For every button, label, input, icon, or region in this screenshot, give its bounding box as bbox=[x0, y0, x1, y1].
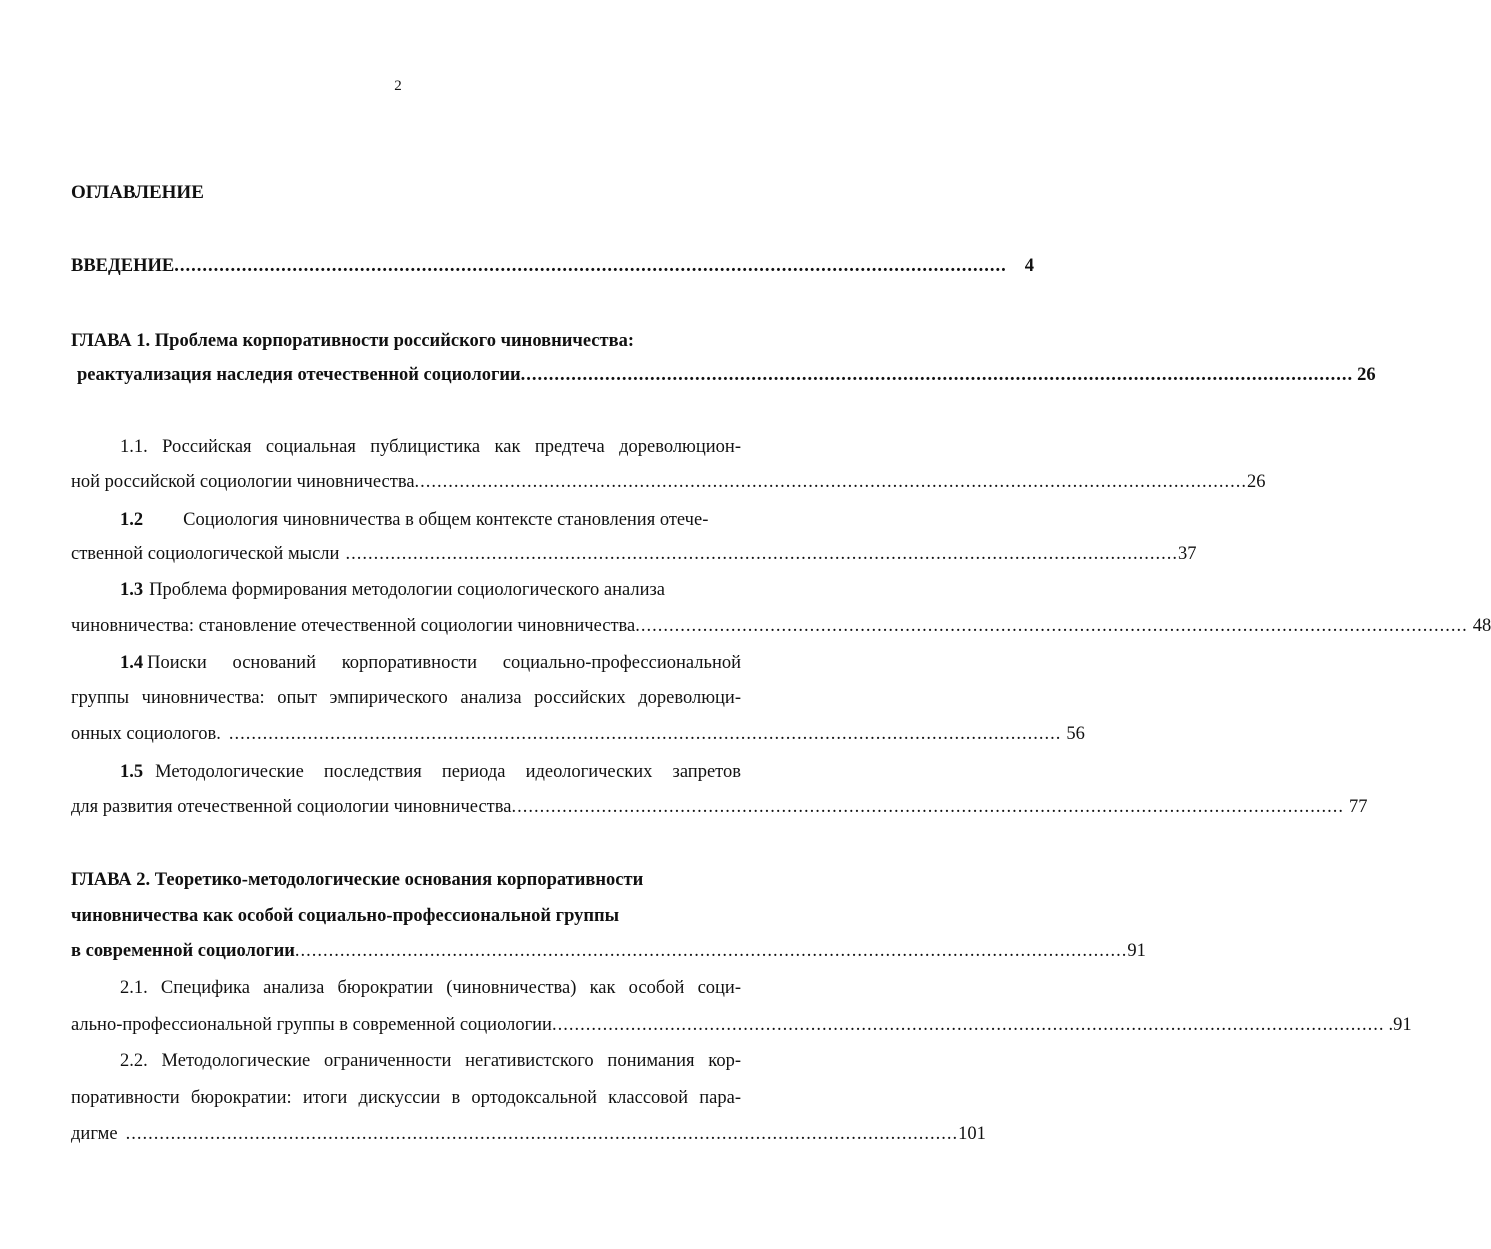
chapter-2-title-line1[interactable]: ГЛАВА 2. Теоретико-методологические основания корпоративности bbox=[71, 870, 644, 890]
toc-page-number: 26 bbox=[1357, 365, 1376, 385]
toc-entry-section-2-2[interactable] bbox=[71, 1122, 986, 1146]
toc-entry-title: ально-профессиональной группы в современной социологии bbox=[71, 1015, 552, 1035]
toc-leader: .................................................................................................................................................... bbox=[520, 365, 1354, 385]
toc-entry-section-1-1[interactable] bbox=[71, 470, 1266, 494]
toc-page-number: 48 bbox=[1472, 616, 1491, 636]
page-number: 2 bbox=[394, 78, 402, 94]
toc-entry-title: ственной социологической мысли bbox=[71, 544, 340, 564]
toc-entry-section-1-4[interactable] bbox=[71, 722, 1085, 746]
chapter-2-title-line2[interactable]: чиновничества как особой социально-профессиональной группы bbox=[71, 906, 620, 926]
toc-entry-title: ной российской социологии чиновничества bbox=[71, 472, 415, 492]
toc-page-number: 56 bbox=[1066, 724, 1085, 744]
toc-page-number: 91 bbox=[1127, 941, 1146, 961]
toc-entry-title: ВВЕДЕНИЕ bbox=[71, 256, 175, 276]
toc-entry-title: Социология чиновничества в общем контексте становления отече- bbox=[183, 510, 709, 530]
section-number: 1.5 bbox=[120, 762, 144, 782]
toc-page-number: 37 bbox=[1177, 544, 1197, 564]
section-1-5-line1[interactable] bbox=[120, 760, 741, 784]
toc-entry-title: Поиски оснований корпоративности социально-профессиональной bbox=[147, 653, 741, 673]
toc-entry-section-2-1[interactable] bbox=[71, 1013, 1412, 1037]
section-1-1-line1[interactable]: 1.1. Российская социальная публицистика как предтеча дореволюцион- bbox=[120, 437, 741, 457]
toc-entry-title: Проблема формирования методологии социологического анализа bbox=[149, 580, 666, 600]
toc-entry-chapter-2[interactable] bbox=[71, 939, 1146, 963]
toc-entry-title: чиновничества: становление отечественной социологии чиновничества bbox=[71, 616, 636, 636]
toc-page-number: 101 bbox=[958, 1124, 986, 1144]
toc-page-number: 4 bbox=[1024, 256, 1034, 276]
section-number: 1.2 bbox=[120, 510, 144, 530]
toc-entry-section-1-5[interactable] bbox=[71, 795, 1368, 819]
toc-leader: .................................................................................................................................................... bbox=[414, 472, 1248, 492]
toc-page-number: 77 bbox=[1348, 797, 1368, 817]
toc-leader: .................................................................................................................................................... bbox=[635, 616, 1468, 636]
toc-leader: .................................................................................................................................................... bbox=[345, 544, 1178, 564]
toc-entry-title: онных социологов. bbox=[71, 724, 221, 744]
section-2-1-line1[interactable]: 2.1. Специфика анализа бюрократии (чиновничества) как особой соци- bbox=[120, 978, 741, 998]
section-1-2-line1[interactable] bbox=[120, 508, 741, 532]
section-1-4-line1[interactable] bbox=[120, 651, 741, 675]
toc-leader: .................................................................................................................................................... bbox=[511, 797, 1344, 817]
toc-entry-title: Методологические последствия периода идеологических запретов bbox=[155, 762, 741, 782]
toc-entry-title: реактуализация наследия отечественной социологии bbox=[77, 365, 521, 385]
toc-heading: ОГЛАВЛЕНИЕ bbox=[71, 182, 204, 203]
toc-leader: .................................................................................................................................................... bbox=[174, 256, 1007, 276]
section-2-2-line1[interactable]: 2.2. Методологические ограниченности негативистского понимания кор- bbox=[120, 1051, 741, 1071]
toc-leader: .................................................................................................................................................... bbox=[551, 1015, 1385, 1035]
chapter-1-title-line1[interactable]: ГЛАВА 1. Проблема корпоративности российского чиновничества: bbox=[71, 331, 634, 351]
section-1-4-line2[interactable]: группы чиновничества: опыт эмпирического анализа российских дореволюци- bbox=[71, 688, 741, 708]
toc-entry-title: для развития отечественной социологии чиновничества bbox=[71, 797, 512, 817]
section-2-2-line2[interactable]: поративности бюрократии: итоги дискуссии в ортодоксальной классовой пара- bbox=[71, 1088, 741, 1108]
toc-entry-intro[interactable] bbox=[71, 254, 1034, 278]
toc-entry-chapter-1[interactable] bbox=[77, 363, 1376, 387]
toc-page-number: .91 bbox=[1388, 1015, 1412, 1035]
toc-entry-section-1-2[interactable] bbox=[71, 542, 1197, 566]
section-1-3-line1[interactable] bbox=[120, 578, 741, 602]
toc-leader: .................................................................................................................................................... bbox=[228, 724, 1062, 744]
toc-page-number: 26 bbox=[1247, 472, 1266, 492]
toc-leader: .................................................................................................................................................... bbox=[294, 941, 1128, 961]
section-number: 1.4 bbox=[120, 653, 144, 673]
toc-entry-title: в современной социологии bbox=[71, 941, 295, 961]
toc-entry-title: дигме bbox=[71, 1124, 118, 1144]
toc-entry-section-1-3[interactable] bbox=[71, 614, 1491, 638]
toc-leader: .................................................................................................................................................... bbox=[125, 1124, 959, 1144]
section-number: 1.3 bbox=[120, 580, 144, 600]
